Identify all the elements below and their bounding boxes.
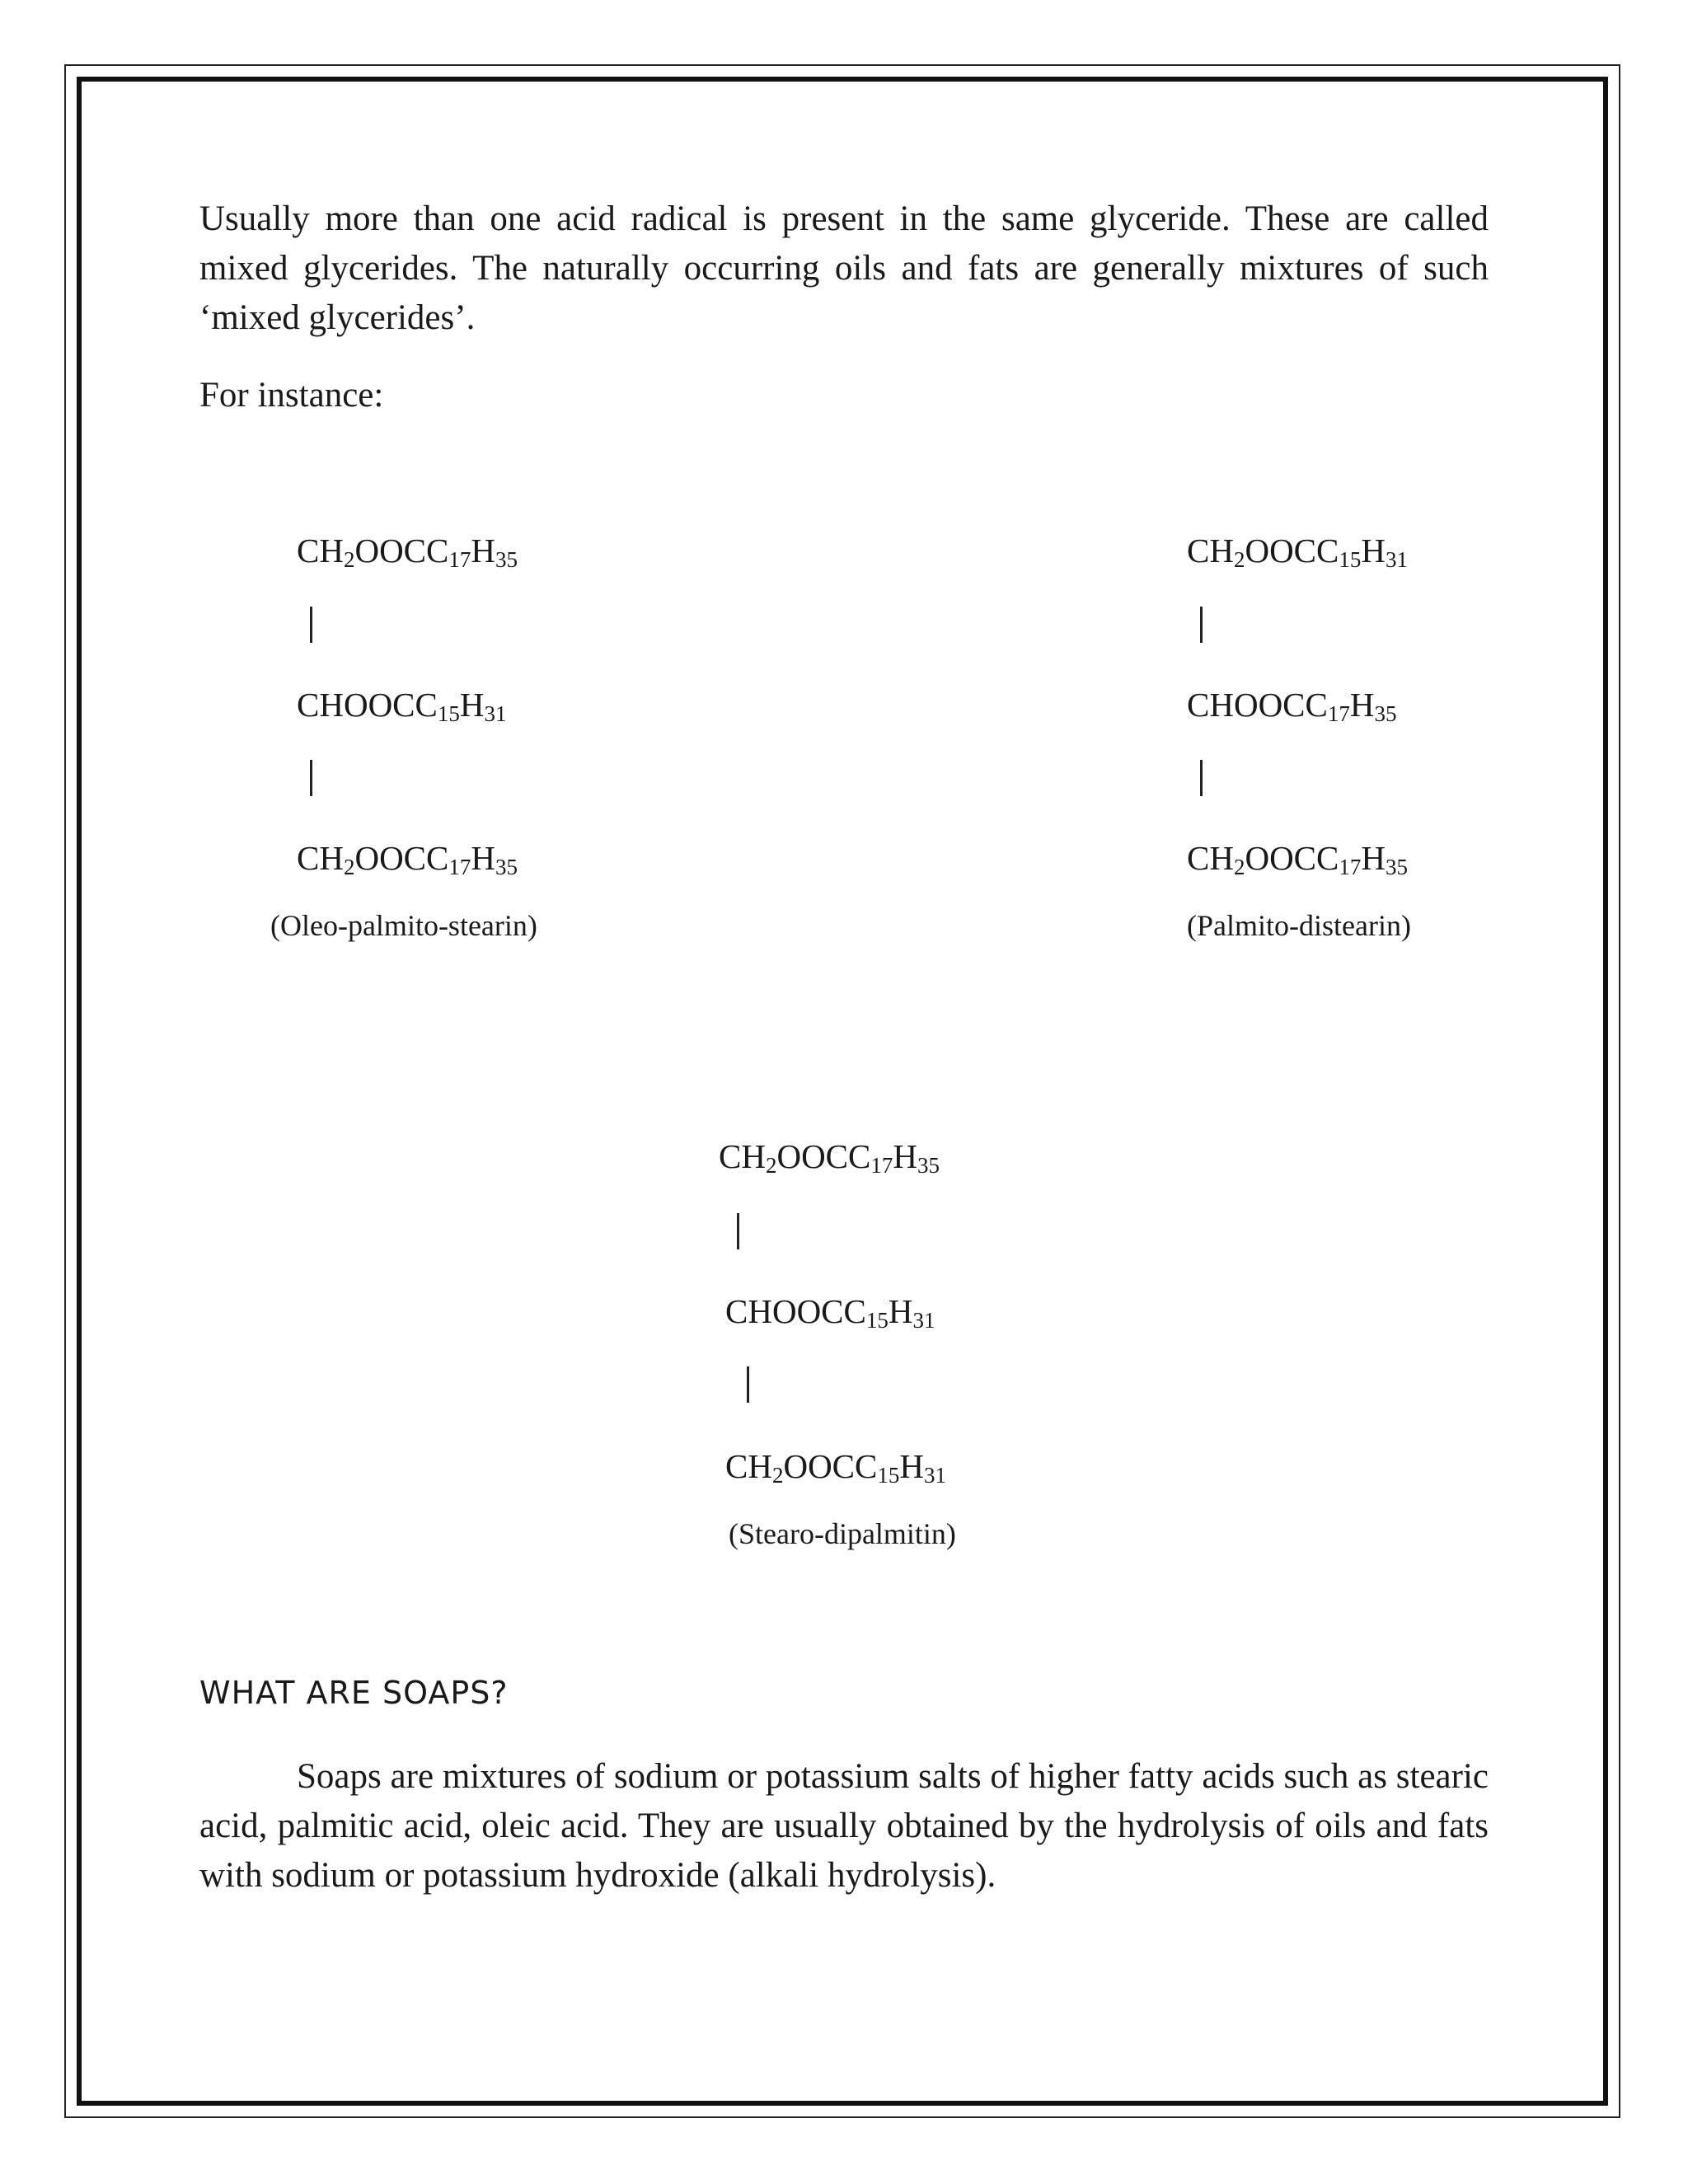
formula-text: CH	[297, 839, 344, 877]
formula-line	[725, 1447, 946, 1488]
formula-line	[1187, 839, 1408, 877]
formula-text: CHOOCC	[1187, 686, 1328, 724]
formula-text: CH	[1187, 839, 1234, 877]
formula-text: H	[1349, 686, 1375, 724]
formula-text: H	[888, 1292, 913, 1330]
formula-text: H	[471, 839, 495, 877]
formula-subscript: 35	[495, 547, 518, 572]
formula-text: CH	[297, 532, 344, 569]
formula-subscript: 2	[765, 1153, 777, 1178]
formula-subscript: 2	[1233, 855, 1245, 879]
formula-subscript: 17	[448, 547, 471, 572]
formula-line	[297, 686, 506, 724]
formula-text: H	[459, 686, 485, 724]
formula-subscript: 15	[865, 1308, 889, 1333]
formula-text: OOCC	[1245, 839, 1339, 877]
formula-text: H	[471, 532, 495, 569]
formula-subscript: 35	[917, 1153, 940, 1178]
formula-subscript: 2	[343, 855, 355, 879]
formula-line	[1187, 686, 1396, 724]
formula-subscript: 17	[1339, 855, 1362, 879]
formula-text: CHOOCC	[725, 1292, 866, 1330]
formula-subscript: 17	[448, 855, 471, 879]
bond-line	[737, 1213, 739, 1249]
formula-subscript: 31	[1386, 547, 1408, 572]
formula-name: (Stearo-dipalmitin)	[729, 1517, 956, 1550]
formula-subscript: 17	[870, 1153, 893, 1178]
bond-line	[1200, 607, 1203, 643]
formula-text: OOCC	[783, 1447, 878, 1485]
formula-text: CH	[719, 1137, 766, 1175]
formula-subscript: 2	[343, 547, 355, 572]
formula-text: H	[1361, 839, 1386, 877]
formula-subscript: 35	[1374, 701, 1397, 726]
formula-line	[725, 1292, 935, 1333]
formula-line	[297, 532, 518, 572]
formula-text: OOCC	[776, 1137, 871, 1175]
formula-subscript: 35	[495, 855, 518, 879]
formula-subscript: 17	[1327, 701, 1350, 726]
formula-subscript: 15	[437, 701, 460, 726]
formula-text: OOCC	[354, 532, 449, 569]
bond-line	[310, 760, 312, 796]
soaps-paragraph-text: Soaps are mixtures of sodium or potassium salts of higher fatty acids such as stearic acid, palmitic acid, oleic acid. They are usually obtained by the hydrolysis of oils and fats with sodium or potassium hydroxide (alkali hydrolysis).	[199, 1757, 1489, 1895]
formula-line	[297, 839, 518, 877]
formula-subscript: 35	[1386, 855, 1408, 879]
formula-name: (Oleo-palmito-stearin)	[270, 909, 537, 942]
formula-subscript: 2	[1233, 547, 1245, 572]
bond-line	[1200, 760, 1203, 796]
formula-line	[1187, 532, 1408, 572]
formula-subscript: 31	[924, 1463, 946, 1488]
formula-text: H	[899, 1447, 924, 1485]
formula-text: OOCC	[354, 839, 449, 877]
for-instance-text: For instance:	[199, 376, 384, 415]
formula-text: H	[893, 1137, 917, 1175]
formula-text: H	[1361, 532, 1386, 569]
formula-subscript: 15	[877, 1463, 900, 1488]
formula-subscript: 31	[484, 701, 507, 726]
formula-text: CH	[725, 1447, 772, 1485]
formula-text: CH	[1187, 532, 1234, 569]
formula-subscript: 15	[1339, 547, 1362, 572]
bond-line	[310, 607, 312, 643]
formula-text: CHOOCC	[297, 686, 438, 724]
formula-line	[719, 1137, 940, 1178]
formula-subscript: 31	[912, 1308, 935, 1333]
soaps-paragraph	[199, 1752, 1489, 1900]
bond-line	[747, 1366, 749, 1403]
mixed-glycerides-paragraph: Usually more than one acid radical is present in the same glyceride. These are called mixed glycerides. The naturally occurring oils and fats are generally mixtures of such ‘mixed glycerides’.	[199, 199, 1489, 337]
section-heading: WHAT ARE SOAPS?	[199, 1675, 509, 1711]
formula-text: OOCC	[1245, 532, 1339, 569]
formula-name: (Palmito-distearin)	[1187, 909, 1411, 942]
formula-subscript: 2	[771, 1463, 784, 1488]
